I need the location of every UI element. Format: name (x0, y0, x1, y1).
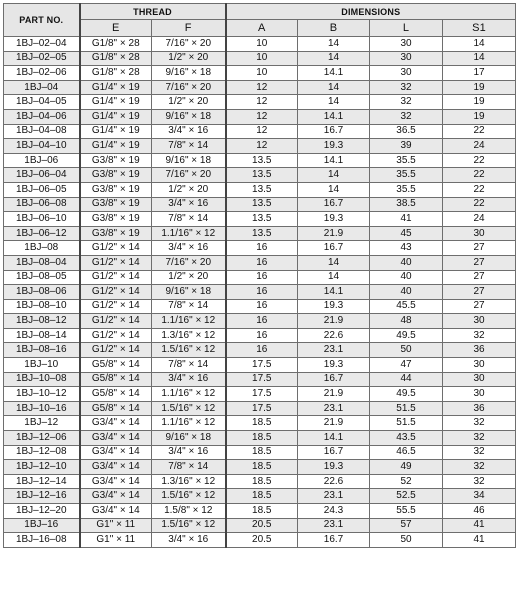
cell-dim-s1: 34 (443, 489, 516, 504)
cell-dim-l: 45 (370, 226, 443, 241)
cell-dim-l: 45.5 (370, 299, 443, 314)
table-row (4, 372, 516, 387)
cell-dim-b: 16.7 (298, 445, 370, 460)
cell-thread-f: 1.1/16" × 12 (152, 314, 226, 329)
cell-dim-a: 12 (226, 80, 298, 95)
cell-dim-l: 51.5 (370, 416, 443, 431)
cell-dim-b: 14.1 (298, 431, 370, 446)
cell-part-no: 1BJ–04–06 (4, 109, 80, 124)
cell-dim-a: 16 (226, 285, 298, 300)
cell-thread-f: 3/4" × 16 (152, 124, 226, 139)
table-row (4, 66, 516, 81)
cell-dim-a: 13.5 (226, 226, 298, 241)
cell-dim-s1: 32 (443, 474, 516, 489)
cell-dim-a: 18.5 (226, 416, 298, 431)
cell-thread-f: 7/8" × 14 (152, 139, 226, 154)
cell-thread-f: 1.3/16" × 12 (152, 328, 226, 343)
cell-dim-a: 16 (226, 299, 298, 314)
cell-dim-s1: 32 (443, 328, 516, 343)
cell-thread-e: G3/4" × 14 (80, 431, 152, 446)
table-row (4, 401, 516, 416)
cell-part-no: 1BJ–12–10 (4, 460, 80, 475)
cell-dim-l: 48 (370, 314, 443, 329)
cell-dim-l: 46.5 (370, 445, 443, 460)
cell-thread-f: 1/2" × 20 (152, 270, 226, 285)
table-row (4, 416, 516, 431)
table-row (4, 270, 516, 285)
cell-thread-e: G3/4" × 14 (80, 460, 152, 475)
table-row (4, 168, 516, 183)
cell-thread-f: 3/4" × 16 (152, 241, 226, 256)
cell-dim-l: 43.5 (370, 431, 443, 446)
table-row (4, 299, 516, 314)
cell-part-no: 1BJ–10–16 (4, 401, 80, 416)
cell-dim-s1: 27 (443, 255, 516, 270)
cell-dim-s1: 24 (443, 212, 516, 227)
cell-part-no: 1BJ–08–05 (4, 270, 80, 285)
table-row (4, 518, 516, 533)
cell-dim-l: 32 (370, 109, 443, 124)
cell-thread-f: 1/2" × 20 (152, 182, 226, 197)
header-col-e: E (80, 20, 152, 37)
cell-thread-e: G1/2" × 14 (80, 255, 152, 270)
table-row (4, 153, 516, 168)
cell-dim-a: 17.5 (226, 358, 298, 373)
table-row (4, 182, 516, 197)
cell-part-no: 1BJ–06–10 (4, 212, 80, 227)
cell-thread-f: 1.5/16" × 12 (152, 401, 226, 416)
cell-thread-e: G5/8" × 14 (80, 372, 152, 387)
header-dimensions: DIMENSIONS (226, 4, 516, 20)
cell-dim-s1: 14 (443, 37, 516, 52)
cell-dim-l: 35.5 (370, 153, 443, 168)
table-row (4, 343, 516, 358)
cell-dim-a: 16 (226, 255, 298, 270)
cell-thread-e: G1/8" × 28 (80, 37, 152, 52)
cell-dim-s1: 30 (443, 372, 516, 387)
cell-dim-s1: 32 (443, 445, 516, 460)
cell-dim-b: 19.3 (298, 460, 370, 475)
cell-thread-f: 1.1/16" × 12 (152, 416, 226, 431)
table-row (4, 533, 516, 548)
cell-dim-b: 14 (298, 51, 370, 66)
cell-dim-b: 16.7 (298, 197, 370, 212)
cell-thread-e: G5/8" × 14 (80, 358, 152, 373)
cell-thread-f: 9/16" × 18 (152, 431, 226, 446)
cell-dim-b: 14 (298, 95, 370, 110)
cell-part-no: 1BJ–08–10 (4, 299, 80, 314)
spec-table-container (3, 3, 515, 548)
cell-dim-l: 38.5 (370, 197, 443, 212)
cell-dim-s1: 22 (443, 168, 516, 183)
cell-dim-b: 19.3 (298, 299, 370, 314)
cell-dim-b: 14.1 (298, 285, 370, 300)
cell-dim-b: 16.7 (298, 372, 370, 387)
header-col-b: B (298, 20, 370, 37)
cell-dim-b: 23.1 (298, 401, 370, 416)
cell-thread-f: 1.5/16" × 12 (152, 343, 226, 358)
cell-thread-f: 7/16" × 20 (152, 80, 226, 95)
cell-dim-a: 12 (226, 109, 298, 124)
table-row (4, 387, 516, 402)
cell-part-no: 1BJ–16 (4, 518, 80, 533)
cell-dim-s1: 27 (443, 270, 516, 285)
cell-dim-a: 13.5 (226, 182, 298, 197)
header-thread: THREAD (80, 4, 226, 20)
cell-dim-a: 13.5 (226, 153, 298, 168)
table-row (4, 445, 516, 460)
cell-thread-f: 9/16" × 18 (152, 153, 226, 168)
cell-dim-s1: 24 (443, 139, 516, 154)
cell-dim-l: 49.5 (370, 328, 443, 343)
cell-dim-b: 14.1 (298, 66, 370, 81)
table-row (4, 139, 516, 154)
cell-dim-s1: 32 (443, 416, 516, 431)
table-row (4, 109, 516, 124)
cell-dim-a: 20.5 (226, 518, 298, 533)
cell-dim-s1: 30 (443, 387, 516, 402)
cell-dim-a: 16 (226, 241, 298, 256)
cell-thread-f: 7/8" × 14 (152, 212, 226, 227)
cell-dim-b: 19.3 (298, 212, 370, 227)
cell-dim-s1: 19 (443, 109, 516, 124)
cell-part-no: 1BJ–12–16 (4, 489, 80, 504)
cell-thread-f: 1.1/16" × 12 (152, 226, 226, 241)
cell-dim-s1: 22 (443, 153, 516, 168)
cell-dim-a: 10 (226, 51, 298, 66)
cell-thread-e: G3/4" × 14 (80, 474, 152, 489)
cell-thread-f: 7/16" × 20 (152, 168, 226, 183)
cell-thread-e: G3/4" × 14 (80, 445, 152, 460)
cell-dim-s1: 30 (443, 358, 516, 373)
cell-dim-l: 52.5 (370, 489, 443, 504)
cell-dim-a: 16 (226, 343, 298, 358)
cell-dim-l: 40 (370, 285, 443, 300)
cell-part-no: 1BJ–08–12 (4, 314, 80, 329)
cell-dim-b: 19.3 (298, 358, 370, 373)
cell-thread-e: G1/8" × 28 (80, 51, 152, 66)
cell-part-no: 1BJ–08–06 (4, 285, 80, 300)
cell-part-no: 1BJ–06–05 (4, 182, 80, 197)
cell-thread-f: 9/16" × 18 (152, 66, 226, 81)
cell-part-no: 1BJ–10 (4, 358, 80, 373)
cell-dim-a: 18.5 (226, 474, 298, 489)
cell-part-no: 1BJ–08–16 (4, 343, 80, 358)
cell-thread-f: 1/2" × 20 (152, 95, 226, 110)
cell-dim-s1: 41 (443, 533, 516, 548)
table-row (4, 95, 516, 110)
cell-dim-a: 17.5 (226, 387, 298, 402)
cell-dim-l: 40 (370, 270, 443, 285)
table-row (4, 124, 516, 139)
cell-thread-f: 3/4" × 16 (152, 445, 226, 460)
cell-thread-f: 9/16" × 18 (152, 109, 226, 124)
cell-part-no: 1BJ–06–04 (4, 168, 80, 183)
table-row (4, 358, 516, 373)
cell-dim-s1: 46 (443, 504, 516, 519)
table-row (4, 197, 516, 212)
table-row (4, 460, 516, 475)
cell-dim-l: 52 (370, 474, 443, 489)
cell-dim-s1: 22 (443, 124, 516, 139)
cell-dim-b: 16.7 (298, 533, 370, 548)
table-row (4, 51, 516, 66)
cell-part-no: 1BJ–04–10 (4, 139, 80, 154)
cell-thread-e: G3/8" × 19 (80, 153, 152, 168)
cell-dim-s1: 41 (443, 518, 516, 533)
cell-dim-b: 23.1 (298, 489, 370, 504)
cell-dim-l: 50 (370, 343, 443, 358)
cell-part-no: 1BJ–12 (4, 416, 80, 431)
cell-thread-e: G3/8" × 19 (80, 226, 152, 241)
cell-dim-l: 49 (370, 460, 443, 475)
cell-thread-f: 1.5/8" × 12 (152, 504, 226, 519)
cell-thread-e: G1/4" × 19 (80, 95, 152, 110)
cell-thread-e: G1/2" × 14 (80, 343, 152, 358)
cell-dim-a: 18.5 (226, 489, 298, 504)
cell-thread-e: G1/4" × 19 (80, 109, 152, 124)
cell-thread-e: G1/8" × 28 (80, 66, 152, 81)
cell-part-no: 1BJ–04–08 (4, 124, 80, 139)
cell-dim-a: 13.5 (226, 168, 298, 183)
cell-thread-e: G1" × 11 (80, 518, 152, 533)
cell-thread-e: G1/2" × 14 (80, 299, 152, 314)
cell-dim-l: 51.5 (370, 401, 443, 416)
cell-dim-s1: 27 (443, 299, 516, 314)
cell-dim-s1: 22 (443, 197, 516, 212)
cell-dim-a: 18.5 (226, 504, 298, 519)
cell-part-no: 1BJ–10–08 (4, 372, 80, 387)
cell-thread-e: G1" × 11 (80, 533, 152, 548)
cell-part-no: 1BJ–04 (4, 80, 80, 95)
cell-thread-e: G1/2" × 14 (80, 241, 152, 256)
cell-thread-f: 1/2" × 20 (152, 51, 226, 66)
cell-dim-a: 16 (226, 270, 298, 285)
cell-dim-l: 35.5 (370, 168, 443, 183)
cell-dim-a: 17.5 (226, 372, 298, 387)
cell-dim-l: 57 (370, 518, 443, 533)
cell-thread-e: G1/2" × 14 (80, 285, 152, 300)
cell-dim-b: 21.9 (298, 416, 370, 431)
cell-dim-s1: 32 (443, 431, 516, 446)
cell-dim-b: 21.9 (298, 314, 370, 329)
cell-dim-l: 55.5 (370, 504, 443, 519)
cell-part-no: 1BJ–12–08 (4, 445, 80, 460)
table-row (4, 212, 516, 227)
table-row (4, 80, 516, 95)
cell-thread-f: 1.3/16" × 12 (152, 474, 226, 489)
cell-dim-s1: 32 (443, 460, 516, 475)
cell-dim-a: 12 (226, 95, 298, 110)
cell-thread-f: 1.5/16" × 12 (152, 489, 226, 504)
cell-dim-b: 14.1 (298, 109, 370, 124)
cell-dim-a: 10 (226, 37, 298, 52)
table-row (4, 314, 516, 329)
cell-thread-e: G1/2" × 14 (80, 270, 152, 285)
cell-part-no: 1BJ–06 (4, 153, 80, 168)
cell-dim-a: 18.5 (226, 431, 298, 446)
cell-dim-s1: 30 (443, 226, 516, 241)
table-row (4, 37, 516, 52)
cell-thread-e: G3/8" × 19 (80, 197, 152, 212)
cell-dim-b: 22.6 (298, 474, 370, 489)
cell-thread-f: 3/4" × 16 (152, 197, 226, 212)
table-row (4, 328, 516, 343)
cell-dim-l: 50 (370, 533, 443, 548)
cell-dim-l: 40 (370, 255, 443, 270)
table-header (4, 4, 516, 37)
cell-dim-a: 13.5 (226, 212, 298, 227)
cell-part-no: 1BJ–04–05 (4, 95, 80, 110)
cell-thread-e: G3/8" × 19 (80, 182, 152, 197)
cell-dim-b: 14 (298, 270, 370, 285)
cell-dim-b: 24.3 (298, 504, 370, 519)
cell-dim-b: 16.7 (298, 124, 370, 139)
cell-dim-b: 21.9 (298, 226, 370, 241)
cell-thread-e: G3/4" × 14 (80, 416, 152, 431)
table-row (4, 431, 516, 446)
cell-dim-l: 43 (370, 241, 443, 256)
cell-dim-l: 39 (370, 139, 443, 154)
cell-dim-l: 49.5 (370, 387, 443, 402)
table-row (4, 241, 516, 256)
cell-dim-a: 12 (226, 139, 298, 154)
cell-part-no: 1BJ–12–14 (4, 474, 80, 489)
cell-thread-f: 7/16" × 20 (152, 255, 226, 270)
header-col-l: L (370, 20, 443, 37)
cell-part-no: 1BJ–08 (4, 241, 80, 256)
cell-dim-b: 21.9 (298, 387, 370, 402)
cell-dim-a: 20.5 (226, 533, 298, 548)
cell-dim-l: 30 (370, 51, 443, 66)
cell-part-no: 1BJ–02–04 (4, 37, 80, 52)
cell-dim-b: 14 (298, 255, 370, 270)
cell-dim-l: 41 (370, 212, 443, 227)
cell-dim-l: 36.5 (370, 124, 443, 139)
table-body (4, 37, 516, 548)
cell-part-no: 1BJ–06–12 (4, 226, 80, 241)
cell-dim-a: 18.5 (226, 460, 298, 475)
cell-part-no: 1BJ–08–04 (4, 255, 80, 270)
cell-dim-a: 10 (226, 66, 298, 81)
cell-dim-l: 47 (370, 358, 443, 373)
table-row (4, 474, 516, 489)
cell-dim-s1: 36 (443, 401, 516, 416)
cell-part-no: 1BJ–08–14 (4, 328, 80, 343)
cell-dim-s1: 30 (443, 314, 516, 329)
cell-thread-e: G3/8" × 19 (80, 168, 152, 183)
cell-thread-f: 1.5/16" × 12 (152, 518, 226, 533)
cell-thread-f: 7/16" × 20 (152, 37, 226, 52)
table-row (4, 285, 516, 300)
part-dimensions-table (3, 3, 516, 548)
cell-dim-b: 14 (298, 80, 370, 95)
cell-dim-l: 35.5 (370, 182, 443, 197)
header-col-f: F (152, 20, 226, 37)
cell-thread-f: 7/8" × 14 (152, 299, 226, 314)
cell-dim-s1: 19 (443, 95, 516, 110)
cell-dim-s1: 17 (443, 66, 516, 81)
cell-thread-f: 7/8" × 14 (152, 460, 226, 475)
header-part-no: PART NO. (4, 4, 80, 37)
cell-dim-b: 23.1 (298, 518, 370, 533)
cell-dim-l: 30 (370, 66, 443, 81)
cell-thread-f: 9/16" × 18 (152, 285, 226, 300)
cell-dim-s1: 22 (443, 182, 516, 197)
cell-dim-b: 14.1 (298, 153, 370, 168)
cell-thread-f: 3/4" × 16 (152, 533, 226, 548)
table-row (4, 504, 516, 519)
cell-dim-a: 17.5 (226, 401, 298, 416)
cell-thread-e: G3/8" × 19 (80, 212, 152, 227)
cell-dim-a: 12 (226, 124, 298, 139)
cell-dim-s1: 14 (443, 51, 516, 66)
cell-part-no: 1BJ–06–08 (4, 197, 80, 212)
cell-thread-e: G1/2" × 14 (80, 328, 152, 343)
cell-dim-s1: 19 (443, 80, 516, 95)
cell-dim-b: 14 (298, 37, 370, 52)
cell-dim-l: 30 (370, 37, 443, 52)
cell-dim-a: 16 (226, 328, 298, 343)
cell-dim-s1: 36 (443, 343, 516, 358)
cell-part-no: 1BJ–16–08 (4, 533, 80, 548)
header-col-s1: S1 (443, 20, 516, 37)
cell-thread-f: 1.1/16" × 12 (152, 387, 226, 402)
cell-dim-a: 13.5 (226, 197, 298, 212)
cell-thread-e: G1/2" × 14 (80, 314, 152, 329)
cell-dim-l: 44 (370, 372, 443, 387)
cell-thread-f: 7/8" × 14 (152, 358, 226, 373)
table-row (4, 255, 516, 270)
cell-thread-e: G1/4" × 19 (80, 139, 152, 154)
cell-part-no: 1BJ–02–06 (4, 66, 80, 81)
cell-thread-e: G3/4" × 14 (80, 504, 152, 519)
cell-dim-l: 32 (370, 95, 443, 110)
header-col-a: A (226, 20, 298, 37)
table-row (4, 489, 516, 504)
table-row (4, 226, 516, 241)
cell-dim-s1: 27 (443, 285, 516, 300)
cell-thread-e: G3/4" × 14 (80, 489, 152, 504)
cell-dim-l: 32 (370, 80, 443, 95)
cell-part-no: 1BJ–10–12 (4, 387, 80, 402)
cell-dim-b: 14 (298, 168, 370, 183)
cell-part-no: 1BJ–02–05 (4, 51, 80, 66)
cell-dim-b: 23.1 (298, 343, 370, 358)
cell-dim-s1: 27 (443, 241, 516, 256)
cell-thread-f: 3/4" × 16 (152, 372, 226, 387)
cell-dim-a: 16 (226, 314, 298, 329)
cell-dim-b: 16.7 (298, 241, 370, 256)
cell-dim-b: 19.3 (298, 139, 370, 154)
cell-dim-a: 18.5 (226, 445, 298, 460)
cell-dim-b: 22.6 (298, 328, 370, 343)
cell-thread-e: G1/4" × 19 (80, 80, 152, 95)
cell-part-no: 1BJ–12–20 (4, 504, 80, 519)
cell-thread-e: G5/8" × 14 (80, 401, 152, 416)
cell-thread-e: G1/4" × 19 (80, 124, 152, 139)
cell-part-no: 1BJ–12–06 (4, 431, 80, 446)
cell-dim-b: 14 (298, 182, 370, 197)
cell-thread-e: G5/8" × 14 (80, 387, 152, 402)
